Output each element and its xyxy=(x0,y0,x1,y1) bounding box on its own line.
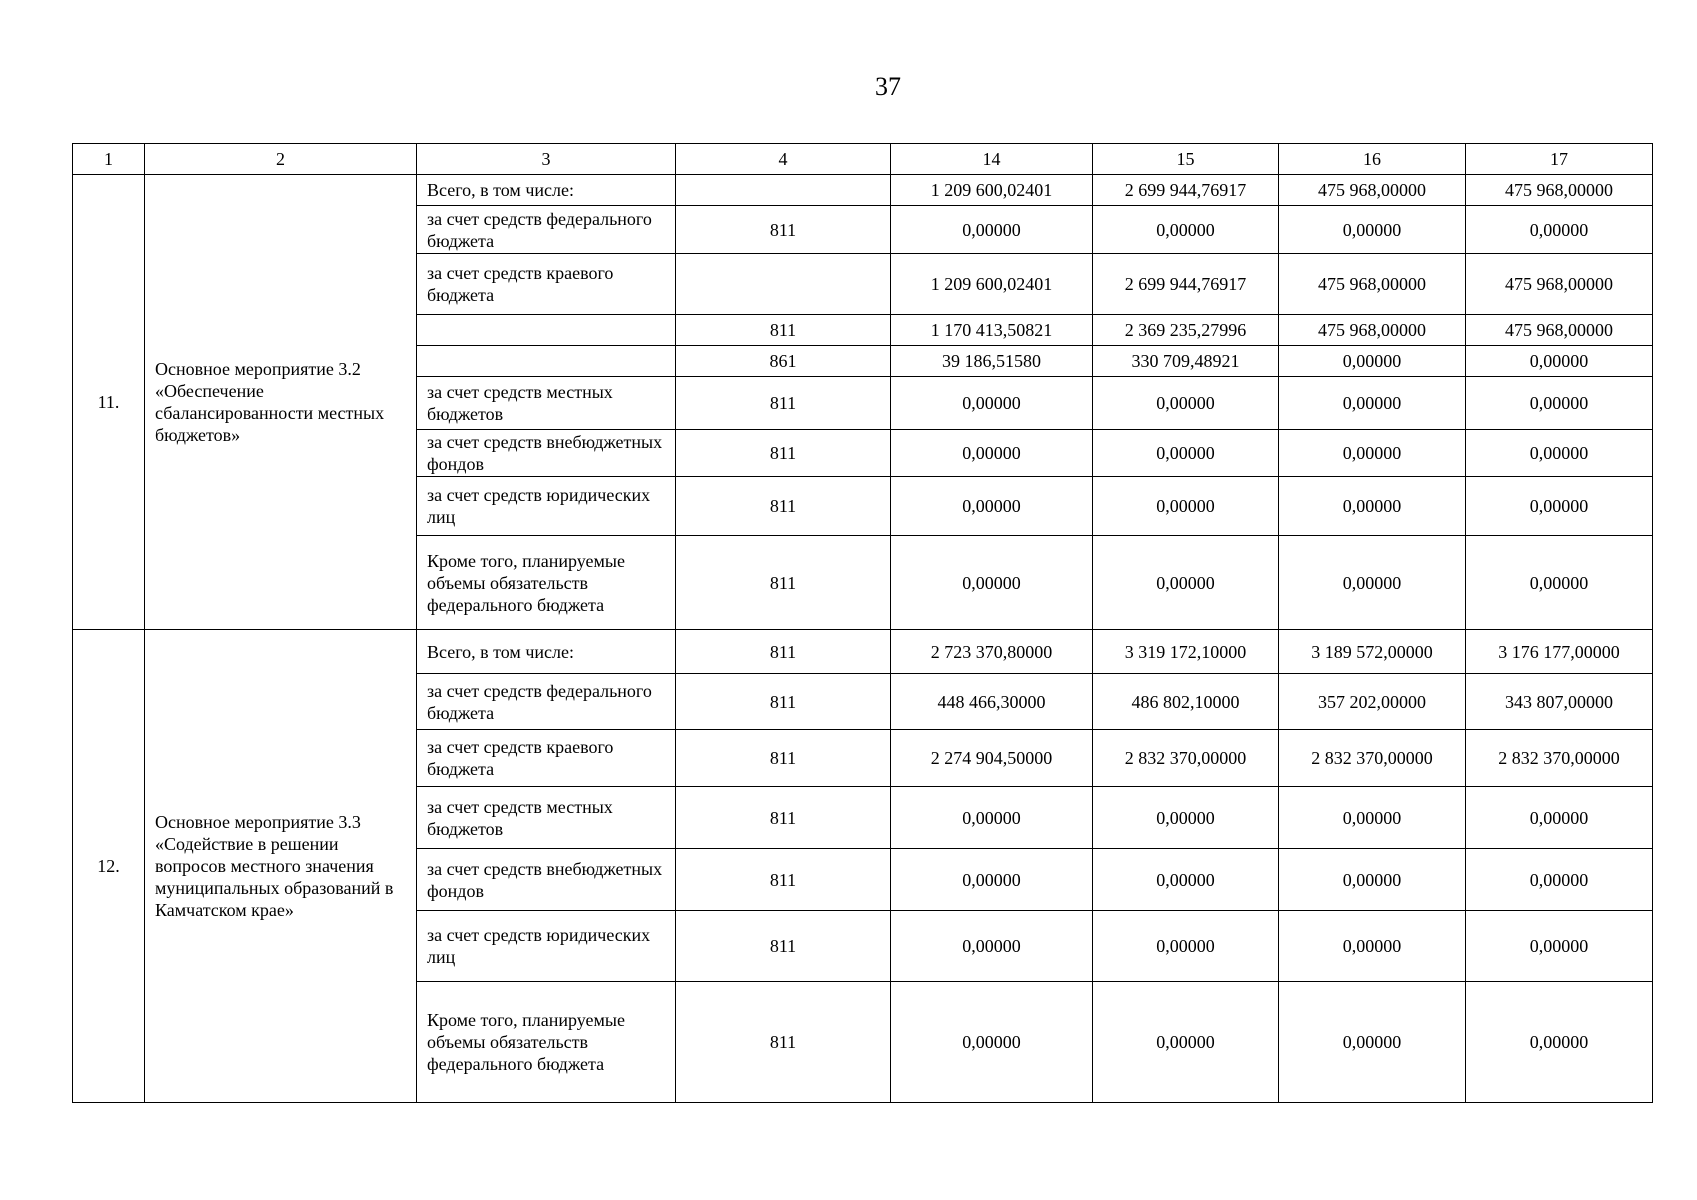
funding-source-cell: за счет средств внебюджетных фондов xyxy=(417,430,676,477)
value-cell-15: 0,00000 xyxy=(1093,206,1279,254)
value-cell-14: 448 466,30000 xyxy=(891,674,1093,730)
value-cell-15: 2 369 235,27996 xyxy=(1093,315,1279,346)
value-cell-15: 0,00000 xyxy=(1093,849,1279,911)
value-cell-14: 2 274 904,50000 xyxy=(891,730,1093,787)
value-cell-15: 2 832 370,00000 xyxy=(1093,730,1279,787)
value-cell-17: 3 176 177,00000 xyxy=(1466,630,1653,674)
funding-source-cell: за счет средств федерального бюджета xyxy=(417,206,676,254)
value-cell-17: 475 968,00000 xyxy=(1466,315,1653,346)
value-cell-14: 0,00000 xyxy=(891,377,1093,430)
header-cell: 1 xyxy=(73,144,145,175)
code-cell: 811 xyxy=(676,982,891,1103)
header-cell: 16 xyxy=(1279,144,1466,175)
value-cell-16: 475 968,00000 xyxy=(1279,315,1466,346)
funding-source-cell: Всего, в том числе: xyxy=(417,175,676,206)
value-cell-15: 0,00000 xyxy=(1093,787,1279,849)
value-cell-16: 0,00000 xyxy=(1279,849,1466,911)
value-cell-16: 0,00000 xyxy=(1279,536,1466,630)
value-cell-17: 343 807,00000 xyxy=(1466,674,1653,730)
header-cell: 15 xyxy=(1093,144,1279,175)
header-cell: 4 xyxy=(676,144,891,175)
funding-source-cell: за счет средств внебюджетных фондов xyxy=(417,849,676,911)
section-title: Основное мероприятие 3.3 «Содействие в решении вопросов местного значения муниципальных образований в Камчатском крае» xyxy=(145,630,417,1103)
value-cell-14: 0,00000 xyxy=(891,787,1093,849)
section-number: 12. xyxy=(73,630,145,1103)
value-cell-16: 0,00000 xyxy=(1279,206,1466,254)
value-cell-16: 475 968,00000 xyxy=(1279,254,1466,315)
value-cell-15: 0,00000 xyxy=(1093,477,1279,536)
value-cell-15: 0,00000 xyxy=(1093,377,1279,430)
value-cell-17: 2 832 370,00000 xyxy=(1466,730,1653,787)
code-cell: 811 xyxy=(676,430,891,477)
value-cell-15: 0,00000 xyxy=(1093,982,1279,1103)
value-cell-17: 0,00000 xyxy=(1466,377,1653,430)
funding-source-cell: за счет средств местных бюджетов xyxy=(417,377,676,430)
code-cell: 811 xyxy=(676,536,891,630)
header-cell: 17 xyxy=(1466,144,1653,175)
code-cell: 811 xyxy=(676,674,891,730)
code-cell: 811 xyxy=(676,730,891,787)
header-cell: 3 xyxy=(417,144,676,175)
table-row xyxy=(73,630,1653,674)
funding-source-cell: за счет средств местных бюджетов xyxy=(417,787,676,849)
header-cell: 14 xyxy=(891,144,1093,175)
header-row xyxy=(73,144,1653,175)
table-row xyxy=(73,175,1653,206)
value-cell-16: 0,00000 xyxy=(1279,911,1466,982)
value-cell-14: 0,00000 xyxy=(891,911,1093,982)
value-cell-14: 0,00000 xyxy=(891,477,1093,536)
funding-source-cell: Кроме того, планируемые объемы обязательств федерального бюджета xyxy=(417,982,676,1103)
value-cell-15: 0,00000 xyxy=(1093,430,1279,477)
value-cell-16: 0,00000 xyxy=(1279,787,1466,849)
value-cell-15: 330 709,48921 xyxy=(1093,346,1279,377)
value-cell-14: 39 186,51580 xyxy=(891,346,1093,377)
value-cell-16: 2 832 370,00000 xyxy=(1279,730,1466,787)
value-cell-17: 0,00000 xyxy=(1466,430,1653,477)
code-cell: 811 xyxy=(676,315,891,346)
value-cell-14: 2 723 370,80000 xyxy=(891,630,1093,674)
value-cell-16: 475 968,00000 xyxy=(1279,175,1466,206)
code-cell: 811 xyxy=(676,849,891,911)
value-cell-17: 0,00000 xyxy=(1466,911,1653,982)
value-cell-17: 0,00000 xyxy=(1466,982,1653,1103)
section-title: Основное мероприятие 3.2 «Обеспечение сбалансированности местных бюджетов» xyxy=(145,175,417,630)
value-cell-14: 0,00000 xyxy=(891,982,1093,1103)
value-cell-14: 0,00000 xyxy=(891,430,1093,477)
value-cell-17: 0,00000 xyxy=(1466,477,1653,536)
code-cell: 861 xyxy=(676,346,891,377)
value-cell-17: 0,00000 xyxy=(1466,346,1653,377)
value-cell-17: 0,00000 xyxy=(1466,849,1653,911)
funding-source-cell: за счет средств юридических лиц xyxy=(417,477,676,536)
value-cell-17: 0,00000 xyxy=(1466,787,1653,849)
value-cell-16: 0,00000 xyxy=(1279,477,1466,536)
code-cell: 811 xyxy=(676,911,891,982)
value-cell-14: 0,00000 xyxy=(891,849,1093,911)
value-cell-17: 0,00000 xyxy=(1466,536,1653,630)
header-cell: 2 xyxy=(145,144,417,175)
value-cell-15: 0,00000 xyxy=(1093,536,1279,630)
funding-source-cell: за счет средств федерального бюджета xyxy=(417,674,676,730)
value-cell-14: 0,00000 xyxy=(891,206,1093,254)
value-cell-16: 0,00000 xyxy=(1279,430,1466,477)
funding-source-cell: за счет средств краевого бюджета xyxy=(417,730,676,787)
value-cell-14: 1 209 600,02401 xyxy=(891,254,1093,315)
value-cell-17: 0,00000 xyxy=(1466,206,1653,254)
code-cell: 811 xyxy=(676,787,891,849)
code-cell: 811 xyxy=(676,206,891,254)
value-cell-17: 475 968,00000 xyxy=(1466,254,1653,315)
value-cell-16: 0,00000 xyxy=(1279,377,1466,430)
value-cell-17: 475 968,00000 xyxy=(1466,175,1653,206)
section-number: 11. xyxy=(73,175,145,630)
value-cell-15: 2 699 944,76917 xyxy=(1093,175,1279,206)
funding-source-cell xyxy=(417,315,676,346)
funding-source-cell: за счет средств юридических лиц xyxy=(417,911,676,982)
code-cell: 811 xyxy=(676,477,891,536)
value-cell-16: 357 202,00000 xyxy=(1279,674,1466,730)
code-cell: 811 xyxy=(676,377,891,430)
value-cell-15: 2 699 944,76917 xyxy=(1093,254,1279,315)
value-cell-14: 0,00000 xyxy=(891,536,1093,630)
value-cell-14: 1 170 413,50821 xyxy=(891,315,1093,346)
page-number: 37 xyxy=(875,72,901,101)
value-cell-15: 486 802,10000 xyxy=(1093,674,1279,730)
table-body xyxy=(73,144,1653,1103)
value-cell-16: 3 189 572,00000 xyxy=(1279,630,1466,674)
value-cell-16: 0,00000 xyxy=(1279,982,1466,1103)
funding-source-cell: Всего, в том числе: xyxy=(417,630,676,674)
funding-source-cell: Кроме того, планируемые объемы обязательств федерального бюджета xyxy=(417,536,676,630)
value-cell-15: 3 319 172,10000 xyxy=(1093,630,1279,674)
code-cell xyxy=(676,175,891,206)
budget-table xyxy=(72,143,1653,1103)
funding-source-cell xyxy=(417,346,676,377)
code-cell: 811 xyxy=(676,630,891,674)
funding-source-cell: за счет средств краевого бюджета xyxy=(417,254,676,315)
value-cell-15: 0,00000 xyxy=(1093,911,1279,982)
code-cell xyxy=(676,254,891,315)
value-cell-16: 0,00000 xyxy=(1279,346,1466,377)
value-cell-14: 1 209 600,02401 xyxy=(891,175,1093,206)
